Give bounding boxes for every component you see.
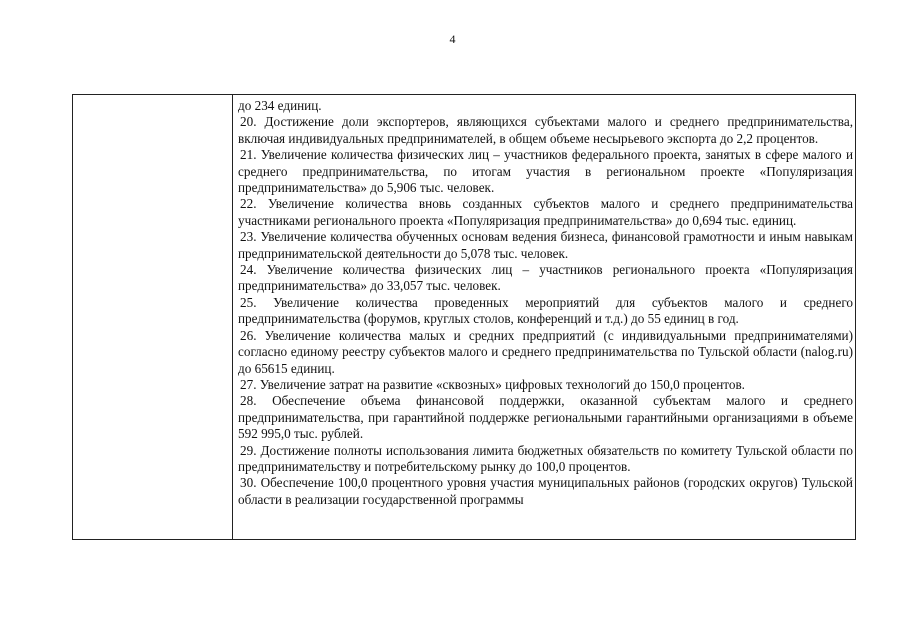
indicator-item-24: 24. Увеличение количества физических лиц – участников регионального проекта «Популяризация предпринимательства» до 33,057 тыс. человек. — [238, 262, 853, 294]
indicator-item-23: 23. Увеличение количества обученных основам ведения бизнеса, финансовой грамотности и иным навыкам предпринимательской деятельности до 5,078 тыс. человек. — [238, 229, 853, 261]
indicator-item-27: 27. Увеличение затрат на развитие «сквозных» цифровых технологий до 150,0 процентов. — [240, 376, 745, 392]
indicator-item-30: 30. Обеспечение 100,0 процентного уровня участия муниципальных районов (городских округов) Тульской области в реализации государственной программы — [238, 475, 853, 507]
indicator-item-29: 29. Достижение полноты использования лимита бюджетных обязательств по комитету Тульской области по предпринимательству и потребительскому рынку до 100,0 процентов. — [238, 442, 853, 474]
page-number: 4 — [449, 32, 456, 46]
table-left-column — [73, 95, 233, 539]
indicator-item-21: 21. Увеличение количества физических лиц – участников федерального проекта, занятых в сфере малого и среднего предпринимательства, по итогам участия в региональном проекте «Популяризация предпринимательства» до 5,906 тыс. человек. — [238, 147, 853, 196]
table-right-column — [233, 95, 855, 539]
indicator-item-20: 20. Достижение доли экспортеров, являющихся субъектами малого и среднего предпринимательства, включая индивидуальных предпринимателей, в общем объеме несырьевого экспорта до 2,2 процентов. — [238, 114, 853, 146]
indicator-item-28: 28. Обеспечение объема финансовой поддержки, оказанной субъектам малого и среднего предпринимательства, при гарантийной поддержке региональными гарантийными организациями в объеме 592 995,0 тыс. рублей. — [238, 393, 853, 442]
indicators-table — [72, 94, 856, 540]
indicator-item-25: 25. Увеличение количества проведенных мероприятий для субъектов малого и среднего предпринимательства (форумов, круглых столов, конференций и т.д.) до 55 единиц в год. — [238, 294, 853, 327]
indicator-item-22: 22. Увеличение количества вновь созданных субъектов малого и среднего предпринимательства участниками регионального проекта «Популяризация предпринимательства» до 0,694 тыс. единиц. — [238, 196, 853, 228]
indicator-item-26: 26. Увеличение количества малых и средних предприятий (с индивидуальными предпринимателями) согласно единому реестру субъектов малого и среднего предпринимательства по Тульской области (nalog.ru) до 65615 единиц. — [238, 327, 853, 376]
continuation-text: до 234 единиц. — [238, 98, 322, 113]
